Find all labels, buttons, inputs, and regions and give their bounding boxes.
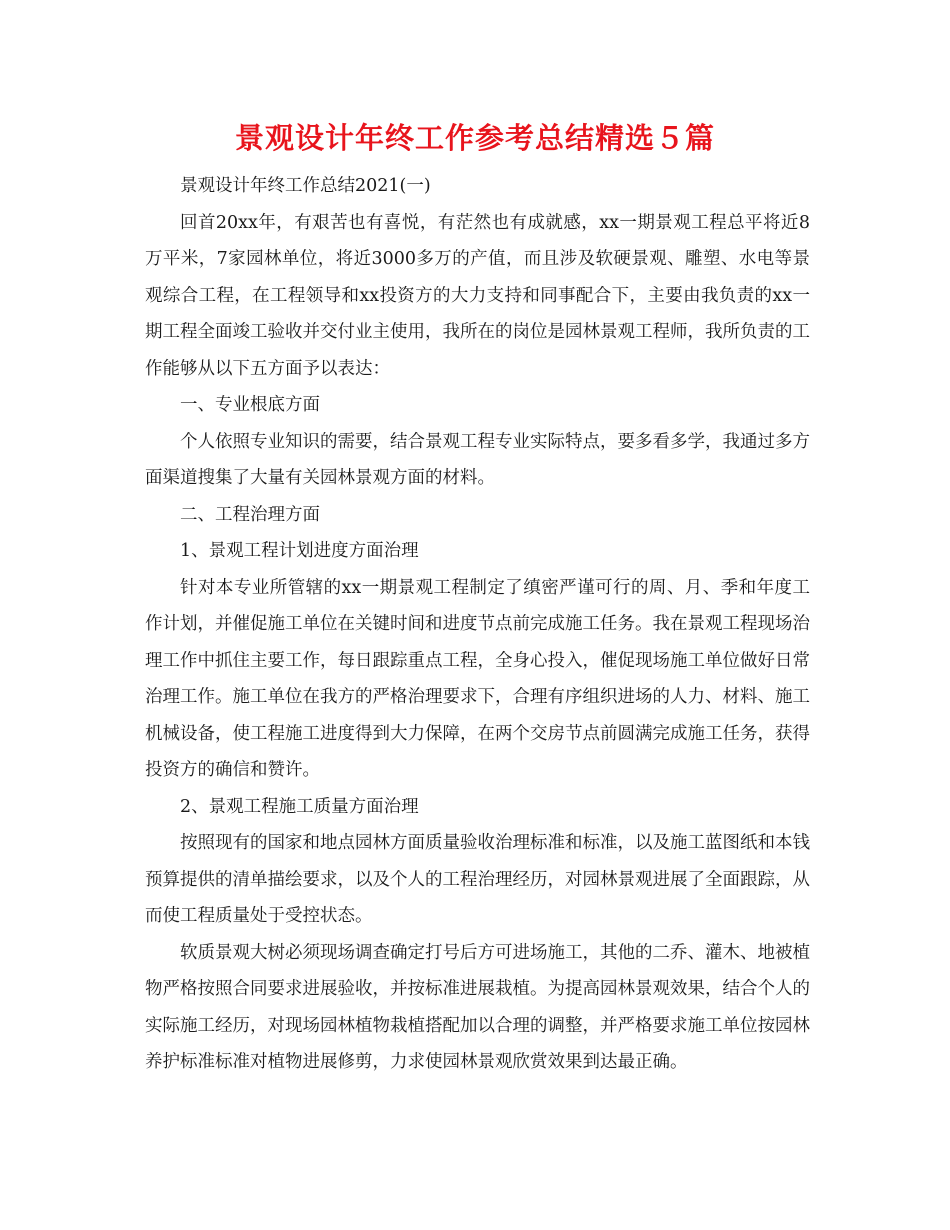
subsection-heading: 2、景观工程施工质量方面治理	[180, 796, 419, 817]
paragraph: 景观设计年终工作总结2021(一)	[180, 176, 431, 196]
subsection-heading: 1、景观工程计划进度方面治理	[180, 541, 419, 561]
paragraph: 软质景观大树必须现场调查确定打号后方可进场施工，其他的二乔、灌木、地被植物严格按照合同要求进展验收，并按标准进展栽植。为提高园林景观效果，结合个人的实际施工经历，对现场园林植物栽植搭配加以合理的调整，并严格要求施工单位按园林养护标准标准对植物进展修剪，力求使园林景观欣赏效果到达最正确。	[145, 942, 810, 1072]
document-title: 景观设计年终工作参考总结精选５篇	[234, 121, 715, 155]
document-body	[145, 168, 810, 1081]
paragraph: 按照现有的国家和地点园林方面质量验收治理标准和标准，以及施工蓝图纸和本钱预算提供的清单描绘要求，以及个人的工程治理经历，对园林景观进展了全面跟踪，从而使工程质量处于受控状态。	[145, 833, 810, 926]
paragraph: 个人依照专业知识的需要，结合景观工程专业实际特点，要多看多学，我通过多方面渠道搜集了大量有关园林景观方面的材料。	[145, 431, 810, 488]
paragraph: 针对本专业所管辖的xx一期景观工程制定了缜密严谨可行的周、月、季和年度工作计划，并催促施工单位在关键时间和进度节点前完成施工任务。我在景观工程现场治理工作中抓住主要工作，每日跟踪重点工程，全身心投入，催促现场施工单位做好日常治理工作。施工单位在我方的严格治理要求下，合理有序组织进场的人力、材料、施工机械设备，使工程施工进度得到大力保障，在两个交房节点前圆满完成施工任务，获得投资方的确信和赞许。	[145, 577, 810, 780]
section-heading: 二、工程治理方面	[180, 504, 320, 525]
section-heading: 一、专业根底方面	[180, 395, 320, 415]
paragraph: 回首20xx年，有艰苦也有喜悦，有茫然也有成就感，xx一期景观工程总平将近8万平米，7家园林单位，将近3000多万的产值，而且涉及软硬景观、雕塑、水电等景观综合工程，在工程领导和xx投资方的大力支持和同事配合下，主要由我负责的xx一期工程全面竣工验收并交付业主使用，我所在的岗位是园林景观工程师，我所负责的工作能够从以下五方面予以表达：	[145, 212, 810, 379]
